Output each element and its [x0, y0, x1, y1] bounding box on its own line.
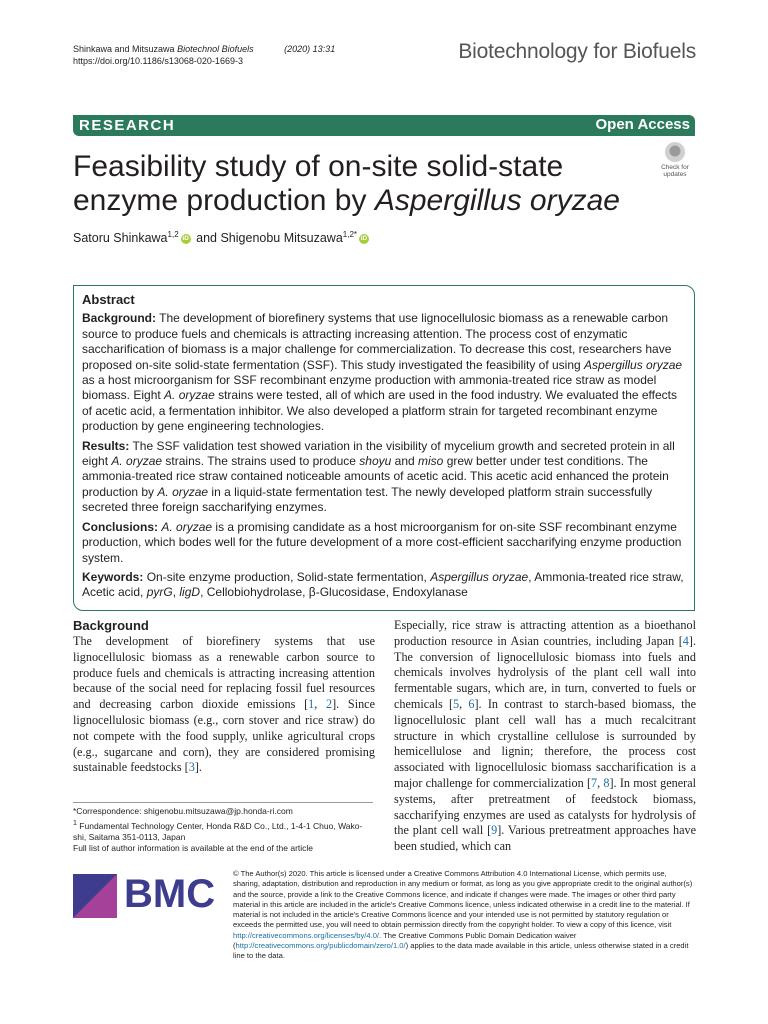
abstract-heading: Abstract [82, 292, 135, 307]
citation-link[interactable]: 7 [591, 775, 598, 790]
header-journal-abbrev: Biotechnol Biofuels [177, 44, 254, 54]
header-authors: Shinkawa and Mitsuzawa [73, 44, 175, 54]
running-header [73, 43, 335, 67]
article-type: RESEARCH [79, 117, 176, 134]
orcid-icon[interactable]: iD [360, 234, 368, 242]
abstract-keywords: Keywords: On-site enzyme production, Solid-state fermentation, Aspergillus oryzae, Ammonia-treated rice straw, Acetic acid, pyrG, ligD, Cellobiohydrolase, β-Glucosidase, Endoxylanase [82, 569, 684, 600]
author-2-affil: 1,2* [342, 230, 357, 239]
author-1-affil: 1,2 [167, 230, 179, 239]
cc-zero-link[interactable]: http://creativecommons.org/publicdomain/zero/1.0/ [235, 941, 406, 951]
bmc-logo-text: BMC [124, 872, 216, 916]
abstract-results: Results: The SSF validation test showed variation in the visibility of mycelium growth and secreted protein in all eight A. oryzae strains. The strains used to produce shoyu and miso grew better under test conditions. The ammonia-treated rice straw contained noticeable amounts of acetic acid. This acetic acid enhanced the protein production by A. oryzae in a liquid-state fermentation test. The newly developed platform strain successfully secreted three foreign saccharifying enzymes. [82, 438, 675, 515]
title-main: Feasibility study of on-site solid-state enzyme production by [73, 150, 564, 217]
author-2[interactable]: Shigenobu Mitsuzawa [220, 231, 343, 246]
title-organism: Aspergillus oryzae [374, 184, 620, 217]
check-updates-icon [665, 142, 685, 162]
header-doi[interactable]: https://doi.org/10.1186/s13068-020-1669-3 [73, 56, 243, 66]
citation-link[interactable]: 9 [491, 823, 498, 838]
abstract-conclusions: Conclusions: A. oryzae is a promising candidate as a host microorganism for on-site SSF recombinant enzyme production, which bodes well for the future development of a more cost-efficient saccharifying enzyme production system. [82, 519, 682, 565]
header-volume: (2020) 13:31 [284, 44, 336, 54]
journal-name: Biotechnology for Biofuels [458, 40, 696, 63]
correspondence-footnote [73, 802, 373, 855]
cc-by-link[interactable]: http://creativecommons.org/licenses/by/4.0/ [233, 930, 380, 940]
correspondence-email[interactable]: *Correspondence: shigenobu.mitsuzawa@jp.honda-ri.com [73, 806, 293, 816]
article-title [73, 150, 633, 218]
citation-link[interactable]: 3 [188, 760, 195, 775]
author-info-note: Full list of author information is available at the end of the article [73, 843, 314, 854]
author-and: and [196, 231, 217, 246]
citation-link[interactable]: 5 [453, 696, 460, 711]
check-updates-line2: updates [663, 171, 687, 178]
bmc-logo [73, 874, 215, 920]
citation-link[interactable]: 1 [308, 697, 315, 712]
author-list [73, 230, 371, 245]
citation-link[interactable]: 2 [326, 697, 333, 712]
author-1[interactable]: Satoru Shinkawa [73, 231, 168, 246]
body-column-right: Especially, rice straw is attracting attention as a bioethanol production resource in Asian countries, including Japan [4]. The conversion of lignocellulosic biomass into fuels and chemicals involves hydrolysis of the plant cell wall into fermentable sugars, which are, in turn, converted to fuels or chemicals [5, 6]. In contrast to starch-based biomass, the lignocellulosic plant cell wall has a much recalcitrant structure in which crystalline cellulose is surrounded by hemicellulose and lignin; therefore, the process cost associated with lignocellulosic biomass saccharification is a major challenge for commercialization [7, 8]. In most general systems, after pretreatment of feedstock biomass, saccharifying enzymes are used as catalysts for hydrolysis of the plant cell wall [9]. Various pretreatment approaches have been studied, which can [394, 618, 697, 854]
citation-link[interactable]: 6 [468, 696, 475, 711]
abstract-box [73, 285, 695, 611]
body-column-left: Background The development of biorefinery systems that use lignocellulosic biomass as a renewable carbon source to produce fuels and chemicals is attracting increasing attention because of the social need for replacing fossil fuel resources and decreasing carbon dioxide emissions [1, 2]. Since lignocellulosic biomass (e.g., corn stover and rice straw) do not compete with the food supply, unlike agricultural crops (e.g., sugarcane and corn), they are considered promising sustainable feedstocks [3]. [73, 618, 375, 775]
citation-link[interactable]: 8 [603, 775, 610, 790]
check-updates-line1: Check for [661, 164, 689, 171]
citation-link[interactable]: 4 [682, 633, 689, 648]
check-for-updates-badge[interactable] [655, 140, 695, 180]
orcid-icon[interactable]: iD [182, 234, 189, 242]
section-heading: Background [73, 618, 149, 633]
open-access-label: Open Access [595, 116, 690, 133]
abstract-background: Background: The development of biorefinery systems that use lignocellulosic biomass as a renewable carbon source to produce fuels and chemicals is attracting increasing attention. The process cost of enzymatic saccharification of biomass is a major challenge for commercialization. To decrease this cost, researchers have proposed on-site solid-state fermentation (SSF). This study investigated the feasibility of using Aspergillus oryzae as a host microorganism for SSF recombinant enzyme production with ammonia-treated rice straw as model biomass. Eight A. oryzae strains were tested, all of which are used in the food industry. We evaluated the effects of acetic acid, a fermentation inhibitor. We also developed a platform strain for targeted recombinant enzyme production by gene engineering technologies. [82, 311, 683, 434]
affiliation: $^1$ Fundamental Technology Center, Honda R&D Co., Ltd., 1-4-1 Chuo, Wako-shi, Saitama 351-0113, Japan [73, 818, 363, 842]
article-type-banner [73, 115, 695, 136]
license-statement: © The Author(s) 2020. This article is licensed under a Creative Commons Attribution 4.0 International License, which permits use, sharing, adaptation, distribution and reproduction in any medium or format, as long as you give appropriate credit to the original author(s) and the source, provide a link to the Creative Commons licence, and indicate if changes were made. The images or other third party material in this article are included in the article's Creative Commons licence, unless indicated otherwise in a credit line to the material. If material is not included in the article's Creative Commons licence and your intended use is not permitted by statutory regulation or exceeds the permitted use, you will need to obtain permission directly from the copyright holder. To view a copy of this licence, visit http://creativecommons.org/licenses/by/4.0/. The Creative Commons Public Domain Dedication waiver (http://creativecommons.org/publicdomain/zero/1.0/) applies to the data made available in this article, unless otherwise stated in a credit line to the data. [233, 869, 693, 961]
